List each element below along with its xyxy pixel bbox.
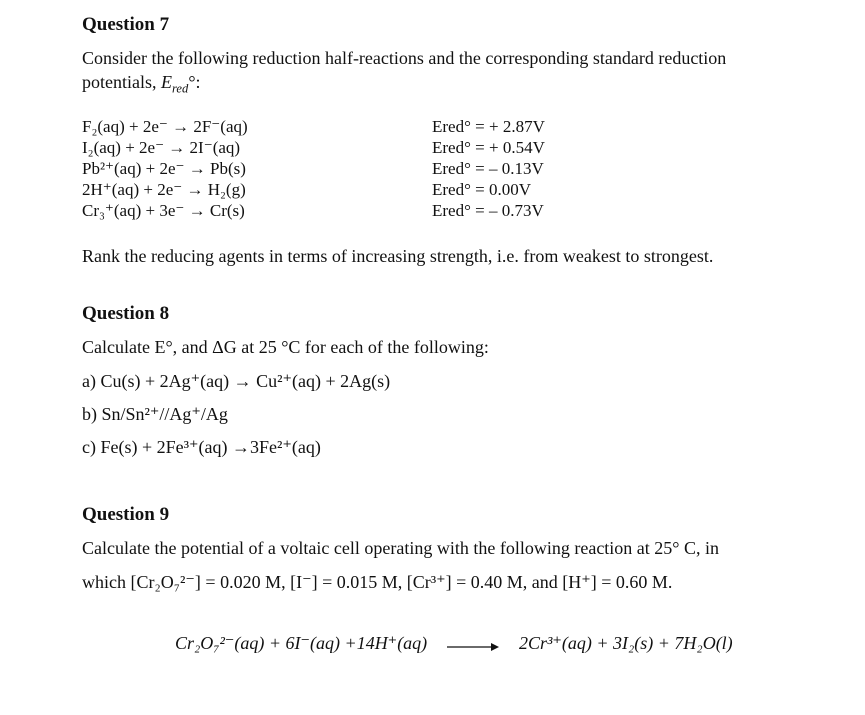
- question-8-intro: Calculate E°, and ΔG at 25 °C for each of the following:: [82, 337, 489, 357]
- question-8-item-b: b) Sn/Sn²⁺//Ag⁺/Ag: [82, 404, 228, 424]
- potential-1: Ered° = + 2.87V: [432, 117, 545, 136]
- question-9-line-1: Calculate the potential of a voltaic cell operating with the following reaction at 25° C, in: [82, 538, 720, 558]
- potential-2: Ered° = + 0.54V: [432, 138, 545, 157]
- reaction-3: Pb²⁺(aq) + 2e⁻ → Pb(s): [82, 159, 246, 178]
- question-9-reactants: Cr₂O₇²⁻(aq) + 6I⁻(aq) +14H⁺(aq): [175, 633, 428, 653]
- intro-variable: E: [161, 72, 172, 92]
- reaction-4: 2H⁺(aq) + 2e⁻ → H₂(g): [82, 180, 246, 199]
- question-8-item-a: a) Cu(s) + 2Ag⁺(aq) → Cu²⁺(aq) + 2Ag(s): [82, 371, 391, 391]
- potential-4: Ered° = 0.00V: [432, 180, 532, 199]
- question-9-line-2: which [Cr₂O₇²⁻] = 0.020 M, [I⁻] = 0.015 M, [Cr³⁺] = 0.40 M, and [H⁺] = 0.60 M.: [82, 572, 673, 592]
- question-7-intro-line-2: [82, 72, 201, 96]
- question-7-intro-line-1: Consider the following reduction half-reactions and the corresponding standard reduction: [82, 48, 727, 68]
- reaction-5: Cr₃⁺(aq) + 3e⁻ → Cr(s): [82, 201, 245, 220]
- intro-suffix: °:: [188, 72, 201, 92]
- question-7-rank-instruction: Rank the reducing agents in terms of increasing strength, i.e. from weakest to strongest.: [82, 246, 714, 266]
- question-8-title: Question 8: [82, 303, 170, 324]
- potential-5: Ered° = – 0.73V: [432, 201, 544, 220]
- reaction-1: F₂(aq) + 2e⁻ → 2F⁻(aq): [82, 117, 248, 136]
- question-8-item-c: c) Fe(s) + 2Fe³⁺(aq) →3Fe²⁺(aq): [82, 437, 321, 457]
- reaction-2: I₂(aq) + 2e⁻ → 2I⁻(aq): [82, 138, 241, 157]
- question-9-products: 2Cr³⁺(aq) + 3I₂(s) + 7H₂O(l): [519, 633, 733, 653]
- question-7-title: Question 7: [82, 14, 170, 35]
- question-9-title: Question 9: [82, 504, 170, 525]
- potential-3: Ered° = – 0.13V: [432, 159, 544, 178]
- reaction-arrow-icon: [447, 640, 499, 654]
- intro-subscript: red: [172, 81, 189, 96]
- intro-prefix: potentials,: [82, 72, 161, 92]
